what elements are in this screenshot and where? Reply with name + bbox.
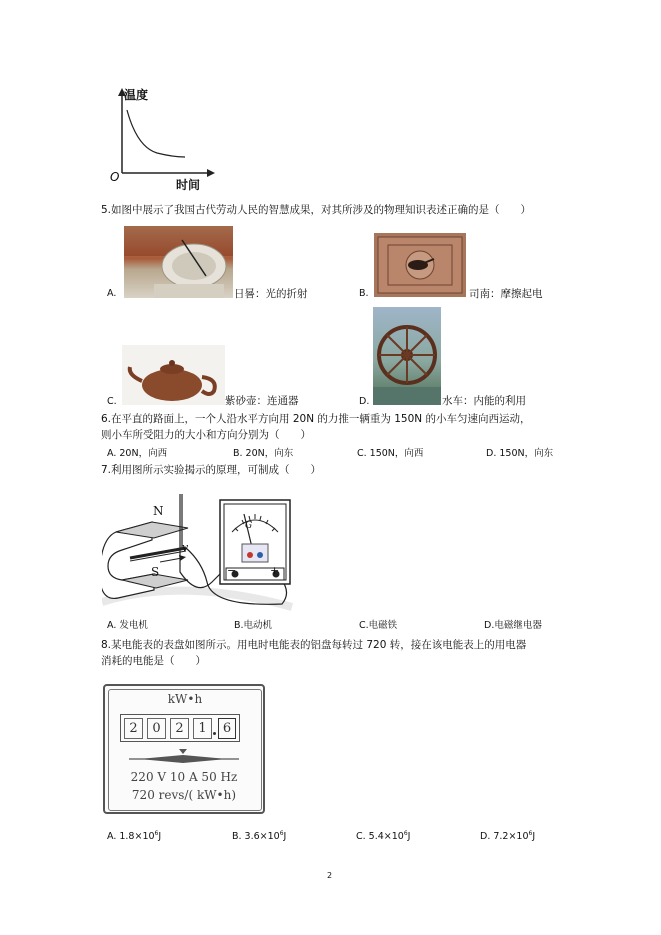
q8-option-b-exp: 6 [279, 830, 284, 837]
q8-stem-line2: 消耗的电能是（ ） [101, 655, 206, 667]
galvanometer-g-label: G [245, 521, 253, 531]
q7-option-d: D.电磁继电器 [484, 620, 542, 631]
q7-option-a: A. 发电机 [107, 620, 148, 631]
velocity-label: v [182, 541, 189, 554]
meter-rotating-disc [125, 748, 245, 766]
q8-stem-line1: 8.某电能表的表盘如图所示。用电时电能表的铝盘每转过 720 转，接在该电能表上的用电器 [101, 639, 527, 651]
waterwheel-photo [373, 307, 441, 405]
meter-digit-1: 2 [124, 718, 143, 739]
q6-stem-line2: 则小车所受阻力的大小和方向分别为（ ） [101, 429, 311, 441]
sinan-icon [374, 233, 466, 297]
sundial-icon [124, 226, 233, 298]
meter-digit-2: 0 [147, 718, 166, 739]
galvanometer-plus-label: + [270, 564, 280, 577]
q5-option-c-text: 紫砂壶：连通器 [225, 395, 299, 407]
temperature-time-graph [105, 85, 225, 195]
q8-option-c-exp: 6 [403, 830, 408, 837]
magnet-n-label: N [153, 504, 164, 518]
q8-option-a-unit: J [158, 831, 162, 843]
cooling-curve [127, 110, 185, 157]
q8-option-b-base: B. 3.6×10 [232, 831, 280, 843]
meter-revs: 720 revs/( kW•h) [131, 788, 237, 802]
q5-option-c-letter: C. [107, 396, 117, 407]
magnet-s-label: S [151, 565, 160, 579]
q5-option-d-letter: D. [359, 396, 370, 407]
q6-option-c: C. 150N，向西 [357, 448, 424, 459]
meter-digit-decimal: 6 [218, 718, 236, 739]
induction-experiment-diagram [102, 482, 302, 612]
meter-rating: 220 V 10 A 50 Hz [130, 770, 238, 784]
q8-option-b-unit: J [283, 831, 287, 843]
q7-option-b: B.电动机 [234, 620, 273, 631]
galvanometer-minus-label: − [227, 564, 237, 577]
q7-option-c: C.电磁铁 [359, 620, 398, 631]
teapot-photo [122, 345, 225, 405]
q6-option-b: B. 20N，向东 [233, 448, 294, 459]
q5-option-a-text: 日晷：光的折射 [234, 288, 308, 300]
q8-option-a-base: A. 1.8×10 [107, 831, 155, 843]
q8-option-c-base: C. 5.4×10 [356, 831, 404, 843]
q6-option-d: D. 150N，向东 [486, 448, 554, 459]
x-axis-arrow [207, 169, 215, 177]
sundial-photo [124, 226, 233, 298]
q6-option-a: A. 20N，向西 [107, 448, 168, 459]
disc-marker-icon [179, 749, 187, 754]
q5-option-a-letter: A. [107, 288, 117, 299]
graph-ylabel: 温度 [124, 88, 149, 102]
q8-option-d-base: D. 7.2×10 [480, 831, 529, 843]
compass-sinan-photo [374, 233, 466, 297]
q8-option-b [232, 827, 286, 844]
q8-option-c-unit: J [407, 831, 411, 843]
q8-option-a [107, 827, 161, 844]
graph-xlabel: 时间 [176, 178, 201, 192]
q8-option-c [356, 827, 410, 844]
q8-option-d-unit: J [532, 831, 536, 843]
q8-option-d [480, 827, 535, 844]
meter-decimal-point [213, 732, 216, 735]
meter-digit-4: 1 [193, 718, 212, 739]
q5-option-b-text: 司南：摩擦起电 [469, 288, 543, 300]
q6-stem-line1: 6.在平直的路面上，一个人沿水平方向用 20N 的力推一辆重为 150N 的小车匀速向西运动， [101, 413, 531, 425]
q7-stem: 7.利用图所示实验揭示的原理，可制成（ ） [101, 464, 322, 476]
q5-option-b-letter: B. [359, 288, 369, 299]
page-number: 2 [327, 871, 333, 880]
electricity-meter [103, 684, 265, 814]
q5-option-d-text: 水车：内能的利用 [442, 395, 526, 407]
meter-digit-3: 2 [170, 718, 189, 739]
q5-stem: 5.如图中展示了我国古代劳动人民的智慧成果，对其所涉及的物理知识表述正确的是（ ） [101, 204, 532, 216]
meter-unit: kW•h [167, 692, 203, 706]
teapot-icon [122, 345, 225, 405]
waterwheel-icon [373, 307, 441, 405]
graph-origin: O [110, 170, 120, 184]
q8-option-a-exp: 6 [154, 830, 159, 837]
q8-option-d-exp: 6 [528, 830, 533, 837]
